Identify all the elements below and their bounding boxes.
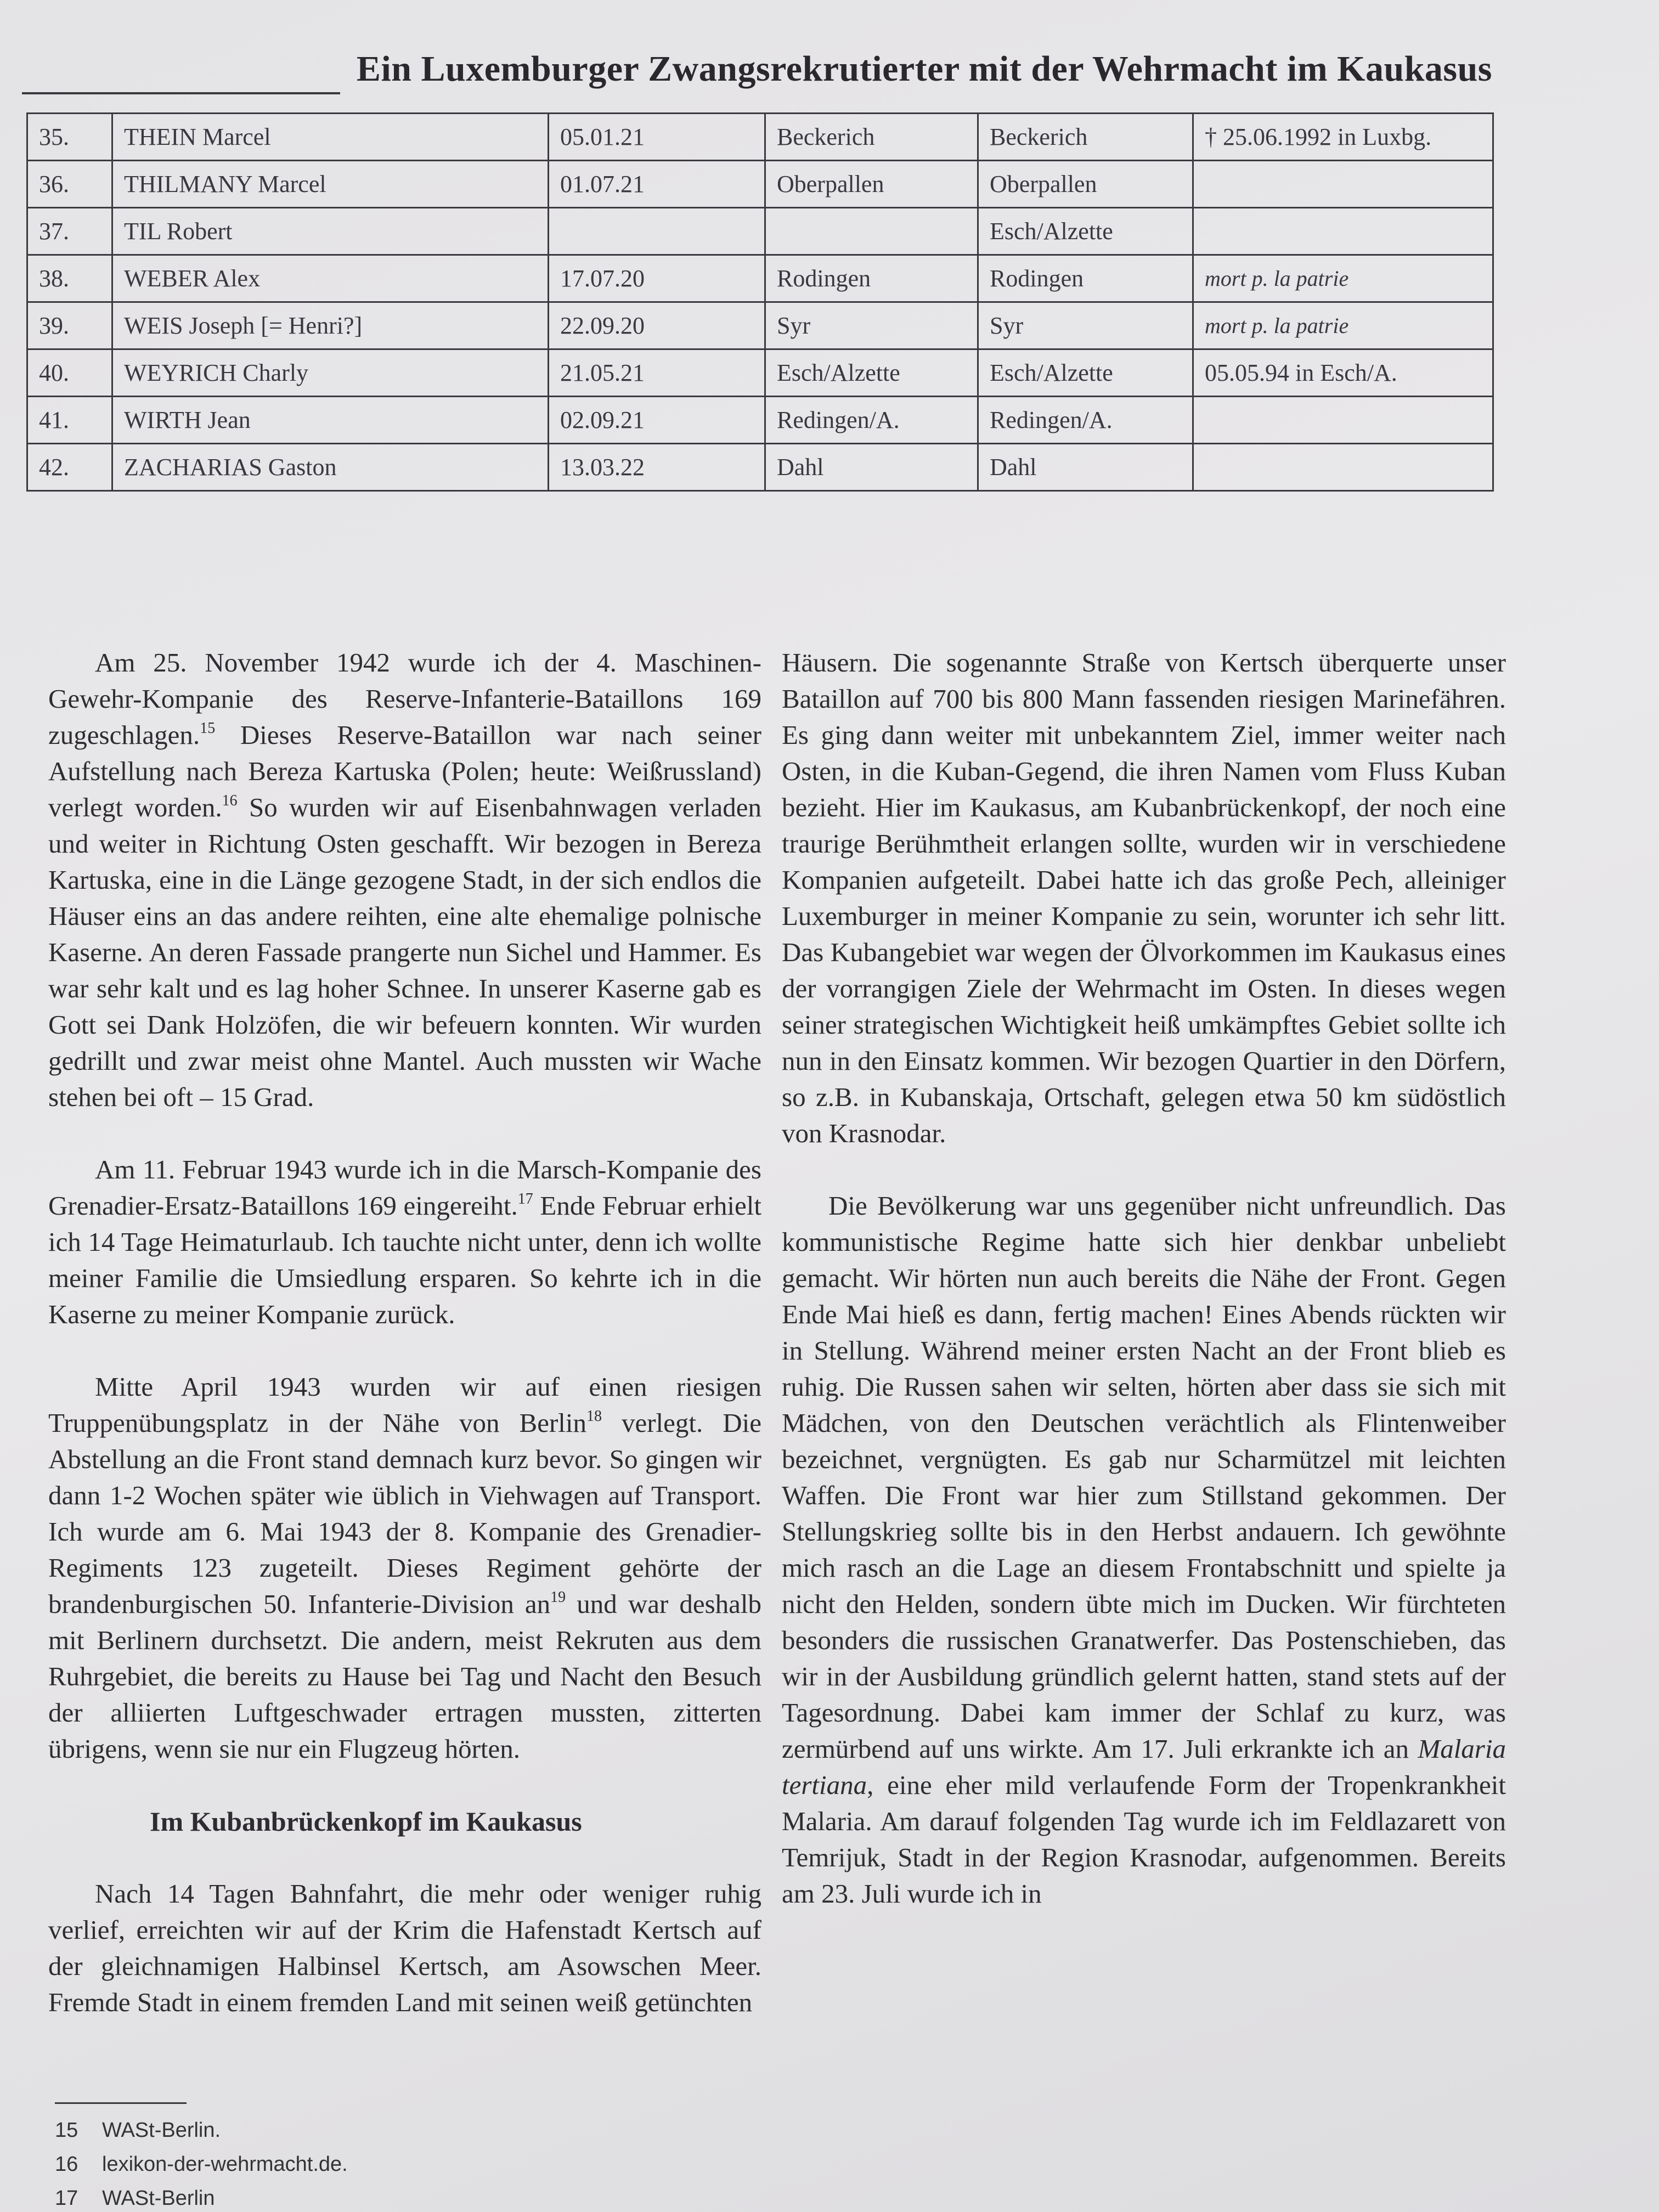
cell-date: 22.09.20 <box>549 302 765 349</box>
footnote-number: 15 <box>55 2119 78 2142</box>
footnote-rule <box>55 2102 187 2104</box>
cell-date <box>549 208 765 255</box>
cell-birth <box>765 208 978 255</box>
footnotes <box>55 2113 823 2212</box>
cell-residence: Rodingen <box>978 255 1193 302</box>
cell-num: 40. <box>27 349 112 397</box>
footnote-ref: 15 <box>200 720 216 737</box>
cell-date: 02.09.21 <box>549 397 765 444</box>
cell-note <box>1193 208 1493 255</box>
table-row <box>27 208 1493 255</box>
cell-name: WIRTH Jean <box>112 397 549 444</box>
cell-name: TIL Robert <box>112 208 549 255</box>
cell-num: 41. <box>27 397 112 444</box>
cell-num: 38. <box>27 255 112 302</box>
section-heading: Im Kubanbrückenkopf im Kaukasus <box>150 1806 582 1837</box>
cell-note: † 25.06.1992 in Luxbg. <box>1193 114 1493 161</box>
cell-num: 39. <box>27 302 112 349</box>
paragraph: Die Bevölkerung war uns gegenüber nicht unfreundlich. Das kommunistische Regime hatte sich hier denkbar unbeliebt gemacht. Wir hörten nun auch bereits die Nähe der Front. Gegen Ende Mai hieß es dann, fertig machen! Eines Abends rückten wir in Stellung. Während meiner ersten Nacht an der Front blieb es ruhig. Die Russen sahen wir selten, hörten aber dass sie sich mit Mädchen, von den Deutschen verächtlich als Flintenweiber bezeichnet, vergnügten. Es gab nur Scharmützel mit leichten Waffen. Die Front war hier zum Stillstand gekommen. Der Stellungskrieg sollte bis in den Herbst andauern. Ich gewöhnte mich rasch an die Lage an diesem Frontabschnitt und spielte ja nicht den Helden, sondern übte mich im Ducken. Wir fürchteten besonders die russischen Granatwerfer. Das Postenschieben, das wir in der Ausbildung gründlich gelernt hatten, stand stets auf der Tagesordnung. Dabei kam immer der Schlaf zu kurz, was zermürbend auf uns wirkte. Am 17. Juli erkrankte ich an Malaria tertiana, eine eher mild verlaufende Form der Tropenkrankheit Malaria. Am darauf folgenden Tag wurde ich im Feldlazarett von Temrijuk, Stadt in der Region Krasnodar, aufgenommen. Bereits am 23. Juli wurde ich in <box>782 1190 1506 1909</box>
cell-residence: Esch/Alzette <box>978 349 1193 397</box>
table-row <box>27 302 1493 349</box>
cell-name: WEIS Joseph [= Henri?] <box>112 302 549 349</box>
paragraph: Nach 14 Tagen Bahnfahrt, die mehr oder weniger ruhig verlief, erreichten wir auf der Krim die Hafenstadt Kertsch auf der gleichnamigen Halbinsel Kertsch, am Asowschen Meer. Fremde Stadt in einem fremden Land mit seinen weiß getünchten <box>48 1878 761 2017</box>
text-column-right <box>782 645 1506 1948</box>
cell-name: WEBER Alex <box>112 255 549 302</box>
table-row <box>27 444 1493 491</box>
cell-birth: Oberpallen <box>765 161 978 208</box>
header-rule <box>22 92 340 94</box>
italic-term: Malaria tertiana <box>782 1734 1506 1800</box>
cell-num: 35. <box>27 114 112 161</box>
cell-date: 01.07.21 <box>549 161 765 208</box>
paragraph: Am 25. November 1942 wurde ich der 4. Maschinen-Gewehr-Kompanie des Reserve-Infanterie-Bataillons 169 zugeschlagen.$^{15}$ Dieses Reserve-Bataillon war nach seiner Aufstellung nach Bereza Kartuska (Polen; heute: Weißrussland) verlegt worden.$^{16}$ So wurden wir auf Eisenbahnwagen verladen und weiter in Richtung Osten geschafft. Wir bezogen in Bereza Kartuska, eine in die Länge gezogene Stadt, in der sich endlos die Häuser eins an das andere reihten, eine alte ehemalige polnische Kaserne. An deren Fassade prangerte nun Sichel und Hammer. Es war sehr kalt und es lag hoher Schnee. In unserer Kaserne gab es Gott sei Dank Holzöfen, die wir befeuern konnten. Wir wurden gedrillt und zwar meist ohne Mantel. Auch mussten wir Wache stehen bei oft – 15 Grad. <box>48 647 762 1112</box>
table-row <box>27 349 1493 397</box>
cell-num: 36. <box>27 161 112 208</box>
cell-note: 05.05.94 in Esch/A. <box>1193 349 1493 397</box>
footnote-ref: 17 <box>517 1190 533 1207</box>
footnote-text: WASt-Berlin <box>102 2187 215 2210</box>
footnote-ref: 19 <box>550 1589 566 1606</box>
footnote-ref: 16 <box>222 792 238 809</box>
cell-residence: Beckerich <box>978 114 1193 161</box>
cell-name: ZACHARIAS Gaston <box>112 444 549 491</box>
cell-name: THILMANY Marcel <box>112 161 549 208</box>
cell-name: THEIN Marcel <box>112 114 549 161</box>
paragraph: Mitte April 1943 wurden wir auf einen riesigen Truppenübungsplatz in der Nähe von Berlin$^{18}$ verlegt. Die Abstellung an die Front stand demnach kurz bevor. So gingen wir dann 1-2 Wochen später wie üblich in Viehwagen auf Transport. Ich wurde am 6. Mai 1943 der 8. Kompanie des Grenadier-Regiments 123 zugeteilt. Dieses Regiment gehörte der brandenburgischen 50. Infanterie-Division $an^{19}$ und war deshalb mit Berlinern durchsetzt. Die andern, meist Rekruten aus dem Ruhrgebiet, die bereits zu Hause bei Tag und Nacht den Besuch der alliierten Luftgeschwader ertragen mussten, zitterten übrigens, wenn sie nur ein Flugzeug hörten. <box>48 1372 762 1764</box>
cell-residence: Syr <box>978 302 1193 349</box>
footnote <box>55 2147 823 2181</box>
page-header <box>22 44 1492 104</box>
cell-residence: Oberpallen <box>978 161 1193 208</box>
cell-note: mort p. la patrie <box>1193 302 1493 349</box>
cell-residence: Redingen/A. <box>978 397 1193 444</box>
table-row <box>27 161 1493 208</box>
footnote-number: 16 <box>55 2153 78 2176</box>
footnote-ref: 18 <box>586 1408 602 1425</box>
cell-note <box>1193 444 1493 491</box>
running-title: Ein Luxemburger Zwangsrekrutierter mit der Wehrmacht im Kaukasus <box>356 49 1492 89</box>
cell-birth: Redingen/A. <box>765 397 978 444</box>
roster-table <box>26 112 1494 492</box>
paragraph: Am 11. Februar 1943 wurde ich in die Marsch-Kompanie des Grenadier-Ersatz-Bataillons 169 eingereiht.$^{17}$ Ende Februar erhielt ich 14 Tage Heimaturlaub. Ich tauchte nicht unter, denn ich wollte meiner Familie die Umsiedlung ersparen. So kehrte ich in die Kaserne zu meiner Kompanie zurück. <box>48 1154 762 1329</box>
cell-date: 05.01.21 <box>549 114 765 161</box>
cell-num: 42. <box>27 444 112 491</box>
footnote <box>55 2181 823 2212</box>
footnote-text: lexikon-der-wehrmacht.de. <box>102 2153 348 2176</box>
footnote-number: 17 <box>55 2187 78 2210</box>
text-column-left <box>48 645 761 2021</box>
footnote <box>55 2113 823 2147</box>
footnote-text: WASt-Berlin. <box>102 2119 221 2142</box>
cell-date: 17.07.20 <box>549 255 765 302</box>
paragraph-continuation: Häusern. Die sogenannte Straße von Kertsch überquerte unser Bataillon auf 700 bis 800 Mann fassenden riesigen Marinefähren. Es ging dann weiter mit unbekanntem Ziel, immer weiter nach Osten, in die Kuban-Gegend, die ihren Namen vom Fluss Kuban bezieht. Hier im Kaukasus, am Kubanbrückenkopf, der noch eine traurige Berühmtheit erlangen sollte, wurden wir in verschiedene Kompanien aufgeteilt. Dabei hatte ich das große Pech, alleiniger Luxemburger in meiner Kompanie zu sein, worunter ich sehr litt. Das Kubangebiet war wegen der Ölvorkommen im Kaukasus eines der vorrangigen Ziele der Wehrmacht im Osten. In dieses wegen seiner strategischen Wichtigkeit heiß umkämpftes Gebiet sollte ich nun in den Einsatz kommen. Wir bezogen Quartier in den Dörfern, so z.B. in Kubanskaja, Ortschaft, gelegen etwa 50 km südöstlich von Krasnodar. <box>782 647 1506 1148</box>
cell-residence: Esch/Alzette <box>978 208 1193 255</box>
cell-birth: Esch/Alzette <box>765 349 978 397</box>
cell-note <box>1193 161 1493 208</box>
cell-name: WEYRICH Charly <box>112 349 549 397</box>
cell-birth: Dahl <box>765 444 978 491</box>
table-row <box>27 397 1493 444</box>
cell-birth: Syr <box>765 302 978 349</box>
table-row <box>27 114 1493 161</box>
cell-date: 13.03.22 <box>549 444 765 491</box>
cell-date: 21.05.21 <box>549 349 765 397</box>
table-row <box>27 255 1493 302</box>
roster-table-body <box>27 114 1493 491</box>
cell-birth: Beckerich <box>765 114 978 161</box>
cell-num: 37. <box>27 208 112 255</box>
cell-note: mort p. la patrie <box>1193 255 1493 302</box>
cell-residence: Dahl <box>978 444 1193 491</box>
cell-note <box>1193 397 1493 444</box>
cell-birth: Rodingen <box>765 255 978 302</box>
